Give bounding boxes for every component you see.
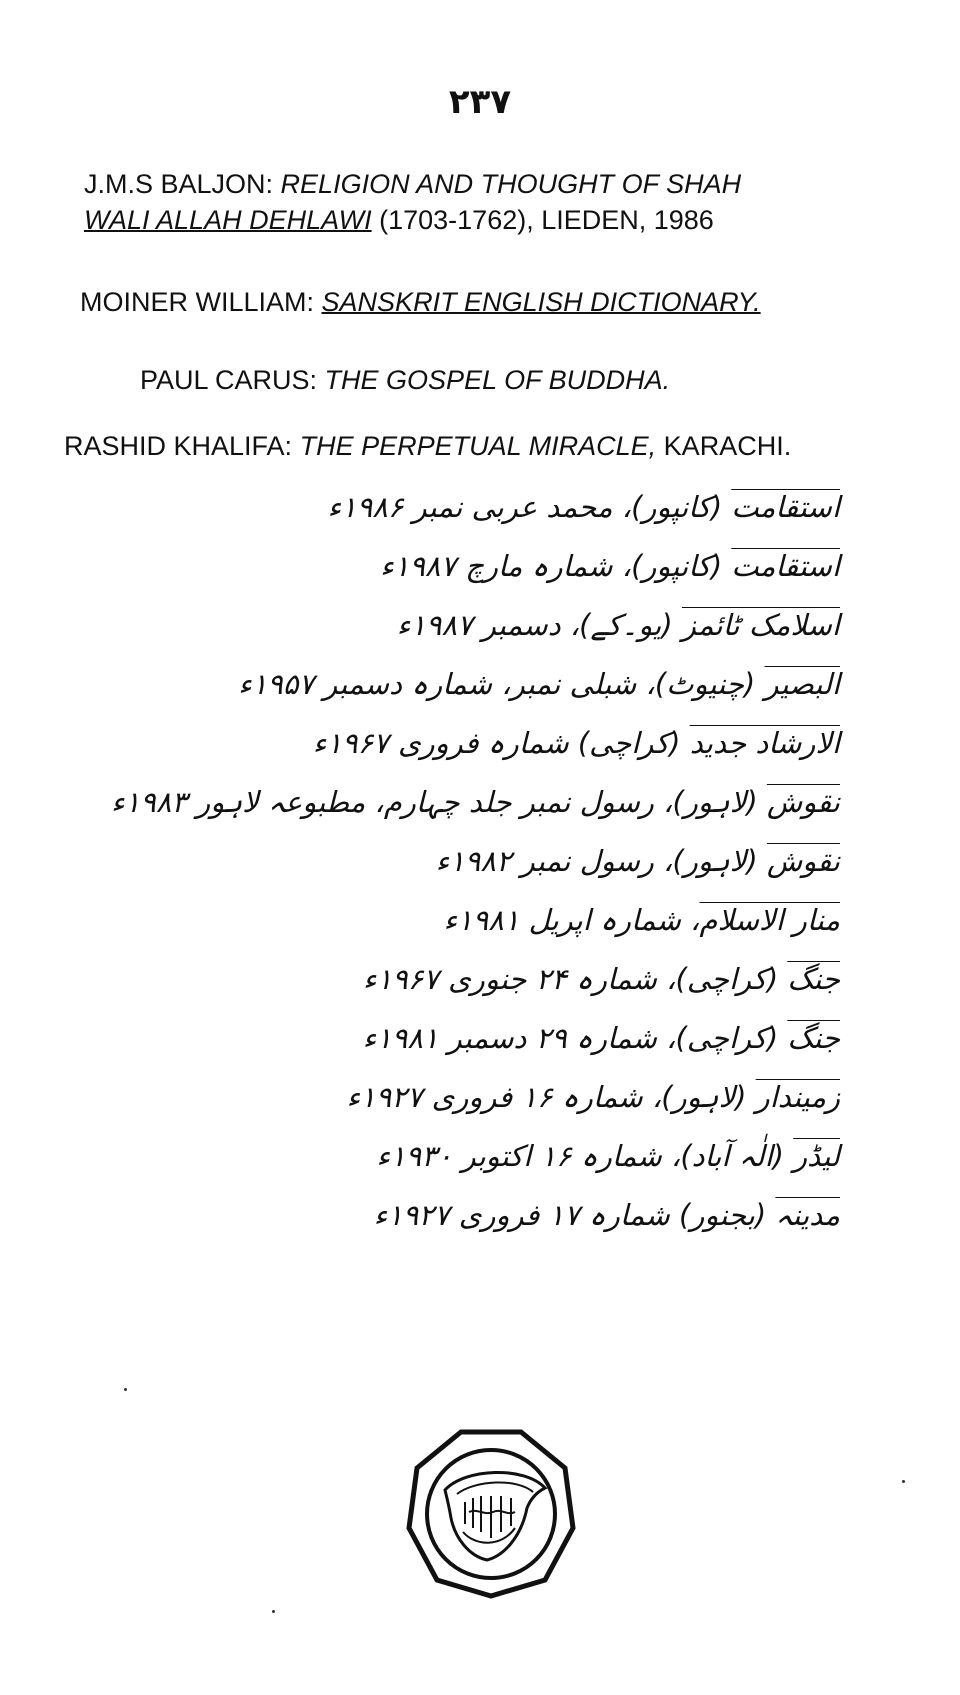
urdu-reference-detail: (الٰہ آباد)، شمارہ ۱۶ اکتوبر ۱۹۳۰ء [376,1139,794,1173]
english-reference-william [80,284,761,320]
urdu-reference-detail: (کراچی)، شمارہ ۲۹ دسمبر ۱۹۸۱ء [362,1021,788,1055]
urdu-reference-source: جنگ [787,1021,840,1055]
reference-title: SANSKRIT ENGLISH DICTIONARY. [321,287,761,317]
reference-author: RASHID KHALIFA: [64,431,300,461]
urdu-reference-detail: (کراچی) شمارہ فروری ۱۹۶۷ء [312,726,690,760]
reference-author: J.M.S BALJON: [84,169,281,199]
urdu-reference [60,950,840,1009]
reference-author: PAUL CARUS: [140,365,325,395]
reference-title-line2 [84,202,741,238]
scan-speck [902,1480,905,1483]
urdu-reference-detail: (کانپور)، شمارہ مارچ ۱۹۸۷ء [380,549,732,583]
english-reference-baljon [84,166,741,238]
urdu-references-list [60,478,840,1245]
urdu-reference [60,773,840,832]
urdu-reference-detail: (بجنور) شمارہ ۱۷ فروری ۱۹۲۷ء [373,1198,776,1232]
urdu-reference [60,1068,840,1127]
urdu-reference [60,714,840,773]
urdu-reference-source: الارشاد جدید [689,726,840,760]
urdu-reference [60,1127,840,1186]
reference-title: THE GOSPEL OF BUDDHA. [324,365,671,395]
urdu-reference [60,891,840,950]
urdu-reference [60,655,840,714]
urdu-reference-detail: (لاہور)، رسول نمبر ۱۹۸۲ء [435,844,767,878]
urdu-reference-source: استقامت [731,549,840,583]
urdu-reference-source: مدینہ [775,1198,840,1232]
urdu-reference [60,1186,840,1245]
reference-title: RELIGION AND THOUGHT OF SHAH [280,169,742,199]
reference-title-continued: WALI ALLAH DEHLAWI [84,205,372,235]
urdu-reference-detail: (لاہور)، رسول نمبر جلد چہارم، مطبوعہ لاہور ۱۹۸۳ء [111,785,767,819]
publisher-seal-icon [405,1428,577,1600]
urdu-reference [60,537,840,596]
urdu-reference-source: زمیندار [755,1080,840,1114]
urdu-reference-source: استقامت [731,490,840,524]
reference-title: THE PERPETUAL MIRACLE, [299,431,657,461]
urdu-reference [60,1009,840,1068]
english-reference-khalifa [64,428,791,464]
urdu-reference-source: منار الاسلام [699,903,840,937]
reference-publication: KARACHI. [656,431,792,461]
page-number: ۲۳۷ [448,82,512,122]
urdu-reference [60,832,840,891]
urdu-reference [60,478,840,537]
reference-publication: (1703-1762), LIEDEN, 1986 [371,205,714,235]
urdu-reference-detail: (کراچی)، شمارہ ۲۴ جنوری ۱۹۶۷ء [362,962,788,996]
reference-author: MOINER WILLIAM: [80,287,322,317]
urdu-reference-source: لیڈر [793,1139,840,1173]
scan-speck [124,1388,127,1391]
urdu-reference-detail: (کانپور)، محمد عربی نمبر ۱۹۸۶ء [327,490,732,524]
urdu-reference-detail: (چنیوٹ)، شبلی نمبر، شمارہ دسمبر ۱۹۵۷ء [238,667,765,701]
scan-speck [272,1610,275,1613]
urdu-reference-source: نقوش [766,844,840,878]
urdu-reference-detail: (یو۔کے)، دسمبر ۱۹۸۷ء [396,608,682,642]
english-reference-carus [140,362,670,398]
urdu-reference-source: البصیر [764,667,840,701]
urdu-reference-detail: ، شمارہ اپریل ۱۹۸۱ء [443,903,700,937]
urdu-reference [60,596,840,655]
urdu-reference-source: اسلامک ٹائمز [681,608,840,642]
urdu-reference-source: نقوش [766,785,840,819]
urdu-reference-source: جنگ [787,962,840,996]
urdu-reference-detail: (لاہور)، شمارہ ۱۶ فروری ۱۹۲۷ء [346,1080,756,1114]
